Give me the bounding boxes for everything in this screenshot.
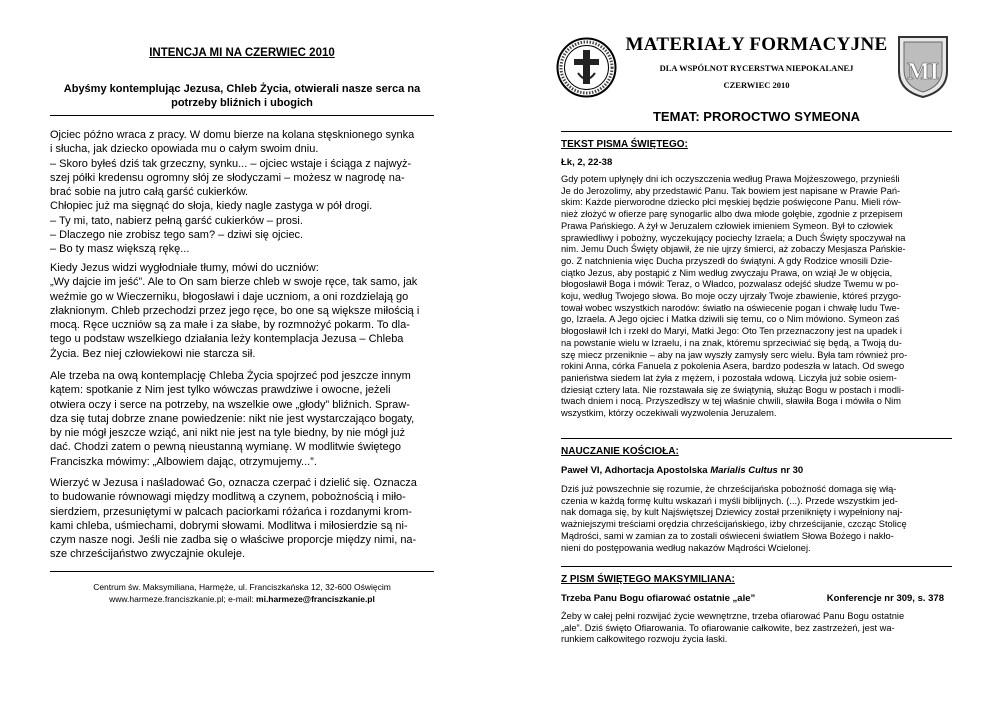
paragraph-text: Ojciec późno wraca z pracy. W domu bierze na kolana stęsknionego synka i słucha, jak dziecko opowiada mu o całym swoim dniu. – Skoro byłeś dziś tak grzeczny, synku... – ojciec wstaje i ściąga z najwyż- szej półki kredensu ogromny słój ze słodyczami – możesz w nagrodę na- brać sobie na jutro całą garść cukierków. Chłopiec już ma sięgnąć do słoja, kiedy nagle zastyga w pół drogi. – Ty mi, tato, nabierz pełną garść cukierków – prosi. – Dlaczego nie zrobisz tego sam? – dziwi się ojciec. – Bo ty masz większą rękę... <box>50 129 415 256</box>
paragraph-jesus <box>50 261 434 361</box>
maximilian-text <box>561 611 952 646</box>
church-ref-suffix: nr 30 <box>777 465 804 476</box>
scripture-heading: TEKST PISMA ŚWIĘTEGO: <box>561 139 688 150</box>
topic-title: TEMAT: PROROCTWO SYMEONA <box>652 109 861 124</box>
paragraph-text: Ale trzeba na ową kontemplację Chleba Życia spojrzeć pod jeszcze innym kątem: spotkanie z Nim jest tylko wówczas prawdziwe i owocne, jeżeli otwiera oczy i serce na potrzeby, na wszelkie owe „głody” bliźnich. Spraw- dza się tutaj dobrze znane powiedzenie: nikt nie jest wystarczająco bogaty, by nie mógł jeszcze wziąć, ani nikt nie jest na tyle biedny, by nie mógł już dać. Chodzi zatem o pewną nieustanną wymianę. W modlitwie świętego Franciszka mówimy: „Albowiem dając, otrzymujemy...”. <box>50 370 415 468</box>
maximilian-heading: Z PISM ŚWIĘTEGO MAKSYMILIANA: <box>561 574 735 585</box>
header-date: CZERWIEC 2010 <box>723 80 790 90</box>
maximilian-ref-title: Trzeba Panu Bogu ofiarować ostatnie „ale” <box>561 593 756 604</box>
scripture-reference: Łk, 2, 22-38 <box>561 157 613 168</box>
scripture-text <box>561 174 952 420</box>
footer-address <box>50 581 434 605</box>
divider <box>561 566 952 567</box>
paragraph-story <box>50 128 434 257</box>
divider <box>561 131 952 132</box>
maximilian-body: Żeby w całej pełni rozwijać życie wewnętrzne, trzeba ofiarować Panu Bogu ostatnie „ale”. Dziś święto Ofiarowania. To ofiarowanie całkowite, bez zastrzeżeń, jest wa- runkiem całkowitego rozwoju życia łaski. <box>561 611 905 645</box>
paragraph-text: Kiedy Jezus widzi wygłodniałe tłumy, mówi do uczniów: „Wy dajcie im jeść”. Ale to On sam bierze chleb w swoje ręce, tak samo, jak weźmie go w Wieczerniku, błogosławi i daje uczniom, a oni rozdzielają go złaknionym. Chleb przechodzi przez jego ręce, bo one są większe miłością i mocą. Ręce uczniów są za małe i za słabe, by rozmnożyć pokarm. To dla- tego u podstaw wszelkiego działania leży kontemplacja Jezusa – Chleba Życia. Bez niej człowiekowi nie starcza sił. <box>50 262 420 360</box>
footer-line1: Centrum św. Maksymiliana, Harmęże, ul. Franciszkańska 12, 32-600 Oświęcim <box>93 582 391 592</box>
divider <box>561 438 952 439</box>
divider <box>50 571 434 572</box>
divider <box>50 115 434 116</box>
logo-mi-text: MI <box>907 59 939 85</box>
intention-subtitle-line1: Abyśmy kontemplując Jezusa, Chleb Życia, otwierali nasze serca na <box>63 83 421 95</box>
intention-title: INTENCJA MI NA CZERWIEC 2010 <box>149 47 335 59</box>
intention-subtitle-line2: potrzeby bliźnich i ubogich <box>171 97 313 109</box>
footer-email[interactable]: mi.harmeze@franciszkanie.pl <box>256 594 375 604</box>
paragraph-conclusion <box>50 476 434 562</box>
header-title: MATERIAŁY FORMACYJNE <box>625 34 888 55</box>
church-ref-italic: Marialis Cultus <box>710 465 778 476</box>
church-ref-prefix: Paweł VI, Adhortacja Apostolska <box>561 465 711 476</box>
header-subtitle: DLA WSPÓLNOT RYCERSTWA NIEPOKALANEJ <box>659 63 854 73</box>
footer-line2 <box>50 593 434 605</box>
footer-website: www.harmeze.franciszkanie.pl; e-mail: <box>109 594 257 604</box>
intention-subtitle <box>50 82 434 110</box>
church-body: Dziś już powszechnie się rozumie, że chrześcijańska pobożność domaga się włą- czenia w każdą formę kultu wskazań i myśli biblijnych. (...). Przede wszystkim jed- nak domaga się, by kult Najświętszej Dziewicy został przeniknięty i wypełniony naj- ważniejszymi treściami orędzia chrześcijańskiego, iżby chrześcijanie, czcząc Stolicę Mądrości, sami w zamian za to zostali oświeceni światłem Słowa Bożego i nakło- nieni do postępowania według nakazów Mądrości Wcielonej. <box>561 484 907 553</box>
church-reference <box>561 465 803 476</box>
maximilian-reference <box>561 593 952 604</box>
scripture-body: Gdy potem upłynęły dni ich oczyszczenia według Prawa Mojżeszowego, przynieśli Je do Jerozolimy, aby przedstawić Panu. Tak bowiem jest napisane w Prawie Pań- skim: Każde pierworodne dziecko płci męskiej będzie poświęcone Panu. Mieli rów- nież złożyć w ofierze parę synogarlic albo dwa młode gołębie, zgodnie z przepisem Prawa Pańskiego. A żył w Jeruzalem człowiek imieniem Symeon. Był to człowiek sprawiedliwy i pobożny, wyczekujący pociechy Izraela; a Duch Święty spoczywał na nim. Jemu Duch Święty objawił, że nie ujrzy śmierci, aż zobaczy Mesjasza Pańskie- go. Z natchnienia więc Ducha przyszedł do świątyni. A gdy Rodzice wnosili Dzie- ciątko Jezus, aby postąpić z Nim według zwyczaju Prawa, on wziął Je w objęcia, błogosławił Boga i mówił: Teraz, o Władco, pozwalasz odejść słudze Twemu w po- koju, według Twojego słowa. Bo moje oczy ujrzały Twoje zbawienie, któreś przygo- tował wobec wszystkich narodów: światło na oświecenie pogan i chwałę ludu Twe- go, Izraela. A Jego ojciec i Matka dziwili się temu, co o Nim mówiono. Symeon zaś błogosławił Ich i rzekł do Maryi, Matki Jego: Oto Ten przeznaczony jest na upadek i na powstanie wielu w Izraelu, i na znak, któremu sprzeciwiać się będą, a Twoją du- szę miecz przeniknie – aby na jaw wyszły zamysły serc wielu. Była tam również pro- rokini Anna, córka Fanuela z pokolenia Asera, bardzo podeszła w latach. Od swego panieństwa siedem lat żyła z mężem, i pozostała wdową. Liczyła już sobie osiem- dziesiąt cztery lata. Nie rozstawała się ze świątynią, służąc Bogu w postach i modli- twach dniem i nocą. Przyszedłszy w tej właśnie chwili, sławiła Boga i mówiła o Nim wszystkim, którzy oczekiwali wyzwolenia Jeruzalem. <box>561 174 908 419</box>
maximilian-ref-source: Konferencje nr 309, s. 378 <box>826 593 944 604</box>
paragraph-text: Wierzyć w Jezusa i naśladować Go, oznacza czerpać i dzielić się. Oznacza to budowanie równowagi między modlitwą a czynem, pobożnością i miło- sierdziem, przesuniętymi w palcach paciorkami różańca i rozdanymi krom- kami chleba, uśmiechami, dobrymi słowami. Modlitwa i miłosierdzie są ni- czym nasze nogi. Jeśli nie zadba się o właściwe proporcje między nimi, na- sze chrześcijaństwo zwyczajnie okuleje. <box>50 477 417 561</box>
paragraph-contemplation <box>50 369 434 469</box>
church-text <box>561 484 952 554</box>
church-heading: NAUCZANIE KOŚCIOŁA: <box>561 446 679 457</box>
